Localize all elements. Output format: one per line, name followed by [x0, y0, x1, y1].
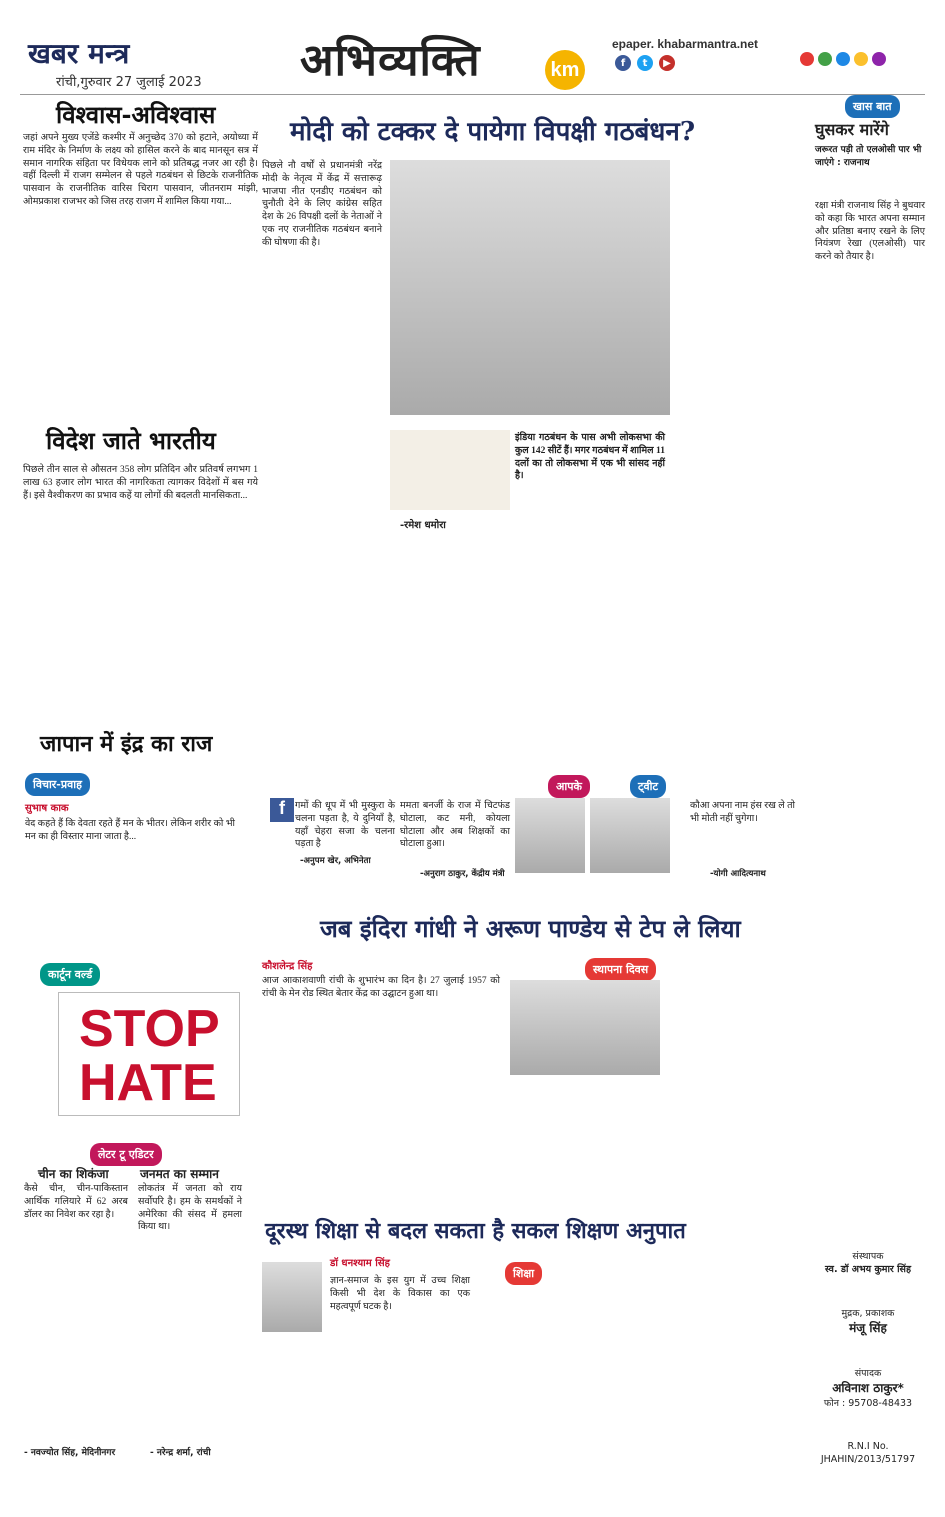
dateline: रांची,गुरुवार 27 जुलाई 2023 [56, 75, 202, 90]
shiksha-label: शिक्षा [505, 1262, 542, 1285]
letter1-body: कैसे चीन, चीन-पाकिस्तान आर्थिक गलियारे में 62 अरब डॉलर का निवेश कर रहा है। [24, 1184, 128, 1220]
lead-body: पिछले नौ वर्षों से प्रधानमंत्री नरेंद्र मोदी के नेतृत्व में केंद्र में सत्तारूढ़ भाजपा नीत एनडीए गठबंधन को चुनौती देने के लिए कांग्रेस सहित देश के 26 विपक्षी दलों के नेताओं ने एक नए राजनीतिक गठबंधन बनाने की घोषणा की है। [262, 161, 382, 248]
quote3: कौआ अपना नाम हंस रख ले तो भी मोती नहीं चुगेगा। [690, 801, 795, 824]
letter2-body: लोकतंत्र में जनता को राय सर्वोपरि है। हम के समर्थकों ने अमेरिका की संसद में हमला किया था। [138, 1184, 242, 1233]
cartoon-image [58, 992, 240, 1116]
pen-image [390, 430, 510, 510]
paper-name: खबर मन्त्र [28, 37, 130, 70]
twitter-icon[interactable]: t [637, 55, 653, 71]
story2-headline: जब इंदिरा गांधी ने अरूण पाण्डेय से टेप ले लिया [320, 914, 741, 943]
tweet-label: ट्वीट [630, 775, 666, 798]
heading-vishwas: विश्वास-अविश्वास [56, 100, 216, 129]
quote1-author: -अनुपम खेर, अभिनेता [300, 856, 371, 866]
sidebar-body: रक्षा मंत्री राजनाथ सिंह ने बुधवार को कहा कि भारत अपना सम्मान और प्रतिष्ठा बनाए रखने के लिए नियंत्रण रेखा (एलओसी) पार करने को तैयार है। [815, 201, 925, 263]
letter1-author: - नवज्योत सिंह, मेदिनीनगर [24, 1448, 116, 1458]
founder-label: संस्थापक [852, 1251, 884, 1262]
quote2-author: -अनुराग ठाकुर, केंद्रीय मंत्री [420, 869, 505, 879]
anurag-thakur-photo [515, 798, 585, 873]
youtube-icon[interactable]: ▶ [659, 55, 675, 71]
yogi-adityanath-photo [590, 798, 670, 873]
imprint [808, 1250, 928, 1467]
cartoon-hate-text: HATE [79, 1054, 217, 1112]
publisher-label: मुद्रक, प्रकाशक [841, 1307, 895, 1319]
rni-label: R.N.I No. [847, 1441, 889, 1453]
khabar-mantra-logo-icon: km [545, 50, 585, 90]
quote3-author: -योगी आदित्यनाथ [710, 869, 766, 879]
sidebar-lead: जरूरत पड़ी तो एलओसी पार भी जाएंगे : राजनाथ [815, 145, 922, 168]
story3-byline: डॉ धनश्याम सिंह [330, 1258, 390, 1269]
cartoon-world-label: कार्टून वर्ल्ड [40, 963, 100, 986]
color-dots [800, 52, 886, 66]
social-icons [615, 55, 675, 71]
leaders-group-photo [390, 160, 670, 415]
epaper-url[interactable]: epaper. khabarmantra.net [612, 37, 759, 51]
story3-headline: दूरस्थ शिक्षा से बदल सकता है सकल शिक्षण अनुपात [265, 1218, 686, 1244]
facebook-icon[interactable]: f [615, 55, 631, 71]
quote2: ममता बनर्जी के राज में चिटफंड घोटाला, कट मनी, कोयला घोटाला और अब शिक्षकों का घोटाला हुआ। [400, 801, 510, 850]
editor-label: संपादक [854, 1367, 882, 1379]
sthapna-diwas-label: स्थापना दिवस [585, 958, 656, 981]
letter2-title: जनमत का सम्मान [140, 1167, 219, 1181]
sidebar-title: घुसकर मारेंगे [815, 120, 889, 139]
lead-caption: इंडिया गठबंधन के पास अभी लोकसभा की कुल 142 सीटें हैं। मगर गठबंधन में शामिल 11 दलों का तो लोकसभा में एक भी सांसद नहीं है। [515, 433, 665, 482]
radio-studio-photo [510, 980, 660, 1075]
facebook-icon: f [270, 798, 294, 822]
founder-name: स्व. डॉ अभय कुमार सिंह [824, 1264, 912, 1276]
letter2-author: - नरेन्द्र शर्मा, रांची [150, 1448, 211, 1458]
letter-to-editor-label: लेटर टू एडिटर [90, 1143, 162, 1166]
quote1: गमों की धूप में भी मुस्कुरा के चलना पड़ता है, ये दुनियाँ है, यहाँ चेहरा सजा के चलना पड़ता है [295, 801, 395, 850]
story2-body: आज आकाशवाणी रांची के शुभारंभ का दिन है। 27 जुलाई 1957 को रांची के मेन रोड स्थित बेतार केंद्र का उद्घाटन हुआ था। [262, 976, 500, 999]
vichar-author: सुभाष काक [25, 803, 69, 814]
lead-author: -रमेश धमोरा [400, 520, 446, 531]
heading-japan: जापान में इंद्र का राज [40, 731, 213, 757]
article-videsh-body: पिछले तीन साल से औसतन 358 लोग प्रतिदिन और प्रतिवर्ष लगभग 1 लाख 63 हजार लोग भारत की नागरिकता त्यागकर विदेशों में बस गये हैं। इसे वैश्वीकरण का प्रभाव कहें या लोगों की बदलती मानसिकता... [23, 465, 258, 501]
article-vishwas-body: जहां अपने मुख्य एजेंडे कश्मीर में अनुच्छेद 370 को हटाने, अयोध्या में राम मंदिर के निर्माण के लक्ष्य को हासिल करने के बाद मानसून सत्र में समान नागरिक संहिता पर विधेयक लाने को प्रतिबद्ध नजर आ रही है। वहीं दिल्ली में राजग सम्मेलन से पहले गठबंधन से छिटके राजनीतिक पासवान के राजनीतिक वारिस चिराग पासवान, जीतनराम मांझी, ओमप्रकाश राजभर को जिस तरह राजग में शामिल किया गया... [23, 133, 258, 208]
editor-name: अविनाश ठाकुर* [832, 1380, 904, 1395]
heading-videsh: विदेश जाते भारतीय [46, 426, 216, 455]
cartoon-stop-text: STOP [79, 1000, 220, 1058]
story3-body: ज्ञान-समाज के इस युग में उच्च शिक्षा किसी भी देश के विकास का एक महत्वपूर्ण घटक है। [330, 1276, 470, 1312]
vichar-body: वेद कहते हैं कि देवता रहते हैं मन के भीतर। लेकिन शरीर को भी मन का ही विस्तार माना जाता है... [25, 819, 235, 842]
apke-label: आपके [548, 775, 590, 798]
publisher-name: मंजू सिंह [849, 1320, 887, 1335]
vichar-pravah-label: विचार-प्रवाह [25, 773, 90, 796]
letter1-title: चीन का शिकंजा [38, 1167, 109, 1181]
rni-number: JHAHIN/2013/51797 [820, 1454, 916, 1466]
section-logo: अभिव्यक्ति [300, 35, 481, 86]
lead-headline: मोदी को टक्कर दे पायेगा विपक्षी गठबंधन? [290, 117, 696, 147]
author-photo [262, 1262, 322, 1332]
story2-byline: कौशलेन्द्र सिंह [262, 961, 313, 972]
phone-number: फोन : 95708-48433 [823, 1397, 913, 1409]
khas-baat-label: खास बात [845, 95, 900, 118]
